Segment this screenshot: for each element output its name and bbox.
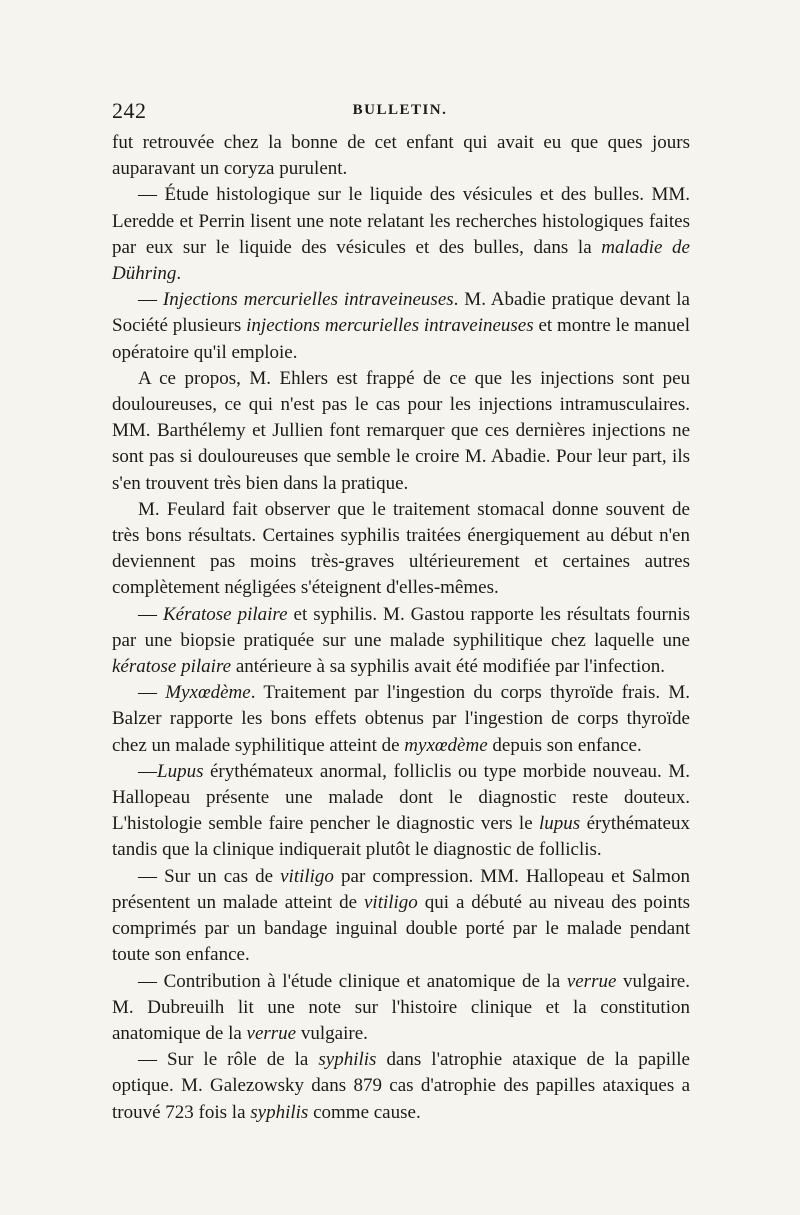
paragraph-text: comme cause. [308,1101,421,1123]
paragraph-feulard: M. Feulard fait observer que le traitement stomacal donne souvent de très bons résultats. Certaines syphilis traitées énergiquement au début n'en deviennent pas moins très-graves ultérieurement et certaines autres complètement négligées s'éteignent d'elles-mêmes. [112,498,690,599]
section-title: vitiligo [280,865,334,887]
paragraph-text: et syphilis. M. Gastou rapporte les résultats fournis par une biopsie pratiquée sur une malade syphilitique chez laquelle une [112,603,690,651]
paragraph-text: vulgaire. [296,1022,368,1044]
italic-term: verrue [246,1022,297,1044]
paragraph-ehlers: A ce propos, M. Ehlers est frappé de ce que les injections sont peu douloureuses, ce qui n'est pas le cas pour les injections intramusculaires. MM. Barthélemy et Jullien font remarquer que ces dernières injections ne sont pas si douloureuses que semble le croire M. Abadie. Pour leur part, ils s'en trouvent très bien dans la pratique. [112,367,690,494]
section-title: Lupus [157,760,204,782]
section-title: Kératose pilaire [162,603,288,625]
italic-term: syphilis [250,1101,309,1123]
italic-term: myxœdème [404,734,488,756]
section-lead: — Sur un cas de [138,865,281,887]
paragraph-text: érythémateux anormal, folliclis ou type morbide nouveau. M. Hallopeau présente une malade dont le diagnostic reste douteux. L'histologie semble faire pencher le diagnostic vers le [112,760,690,835]
running-head: BULLETIN. [352,102,448,118]
section-lead: — Contribution à l'étude clinique et anatomique de la [138,970,567,992]
section-title: Myxœdème [165,682,251,704]
paragraph-text: dans l'atrophie ataxique de la papille optique. M. Galezowsky dans 879 cas d'atrophie des papilles ataxiques a trouvé 723 fois la [112,1049,690,1123]
paragraph-etude-histologique [112,182,690,287]
section-title: syphilis [318,1049,377,1071]
section-lead: — [138,682,166,704]
italic-term: kératose pilaire [112,656,232,678]
paragraph-verrue [112,969,690,1048]
paragraph-text: par compression. MM. Hallopeau et Salmon présentent un malade atteint de [112,865,690,913]
paragraph-keratose [112,602,690,681]
section-lead: — [138,603,163,625]
paragraph-injections [112,287,690,366]
page-header [112,98,688,124]
paragraph-text: . M. Abadie pratique devant la Société plusieurs [112,289,690,337]
italic-term: vitiligo [363,891,418,913]
paragraph-text: érythémateux tandis que la clinique indiquerait plutôt le diagnostic de folliclis. [112,813,690,861]
paragraph-myxoedeme [112,680,690,759]
section-lead: — [138,289,163,311]
section-lead: — [138,760,157,782]
italic-term: injections mercurielles intraveineuses [246,315,534,337]
paragraph-text: depuis son enfance. [487,734,642,756]
paragraph-text: . Traitement par l'ingestion du corps thyroïde frais. M. Balzer rapporte les bons effets obtenus par l'ingestion de corps thyroïde chez un malade syphilitique atteint de [112,682,691,756]
paragraph-syphilis [112,1047,690,1126]
body-text [112,130,690,1126]
italic-term: maladie de Dühring [112,236,690,285]
paragraph-lupus [112,759,690,864]
paragraph-text: . [176,263,182,285]
paragraph-text: antérieure à sa syphilis avait été modifiée par l'infection. [231,656,665,678]
paragraph-text: qui a débuté au niveau des points comprimés par un bandage inguinal double porté par le malade pendant toute son enfance. [112,891,690,966]
page-number: 242 [112,98,147,123]
section-lead: — Sur le rôle de la [138,1049,319,1071]
paragraph-continuation: fut retrouvée chez la bonne de cet enfant qui avait eu que ques jours auparavant un coryza purulent. [112,132,690,180]
paragraph-text: et montre le manuel opératoire qu'il emploie. [112,315,691,363]
paragraph-vitiligo [112,864,690,969]
section-title: verrue [566,970,617,992]
section-lead: — Étude histologique sur le liquide des vésicules et des bulles. [138,184,644,206]
italic-term: lupus [539,813,581,835]
section-title: Injections mercurielles intraveineuses [162,289,454,311]
paragraph-text: MM. Leredde et Perrin lisent une note relatant les recherches histologiques faites par eux sur le liquide des vésicules et des bulles, dans la [112,184,690,258]
paragraph-text: vulgaire. M. Dubreuilh lit une note sur l'histoire clinique et la constitution anatomique de la [112,970,690,1044]
